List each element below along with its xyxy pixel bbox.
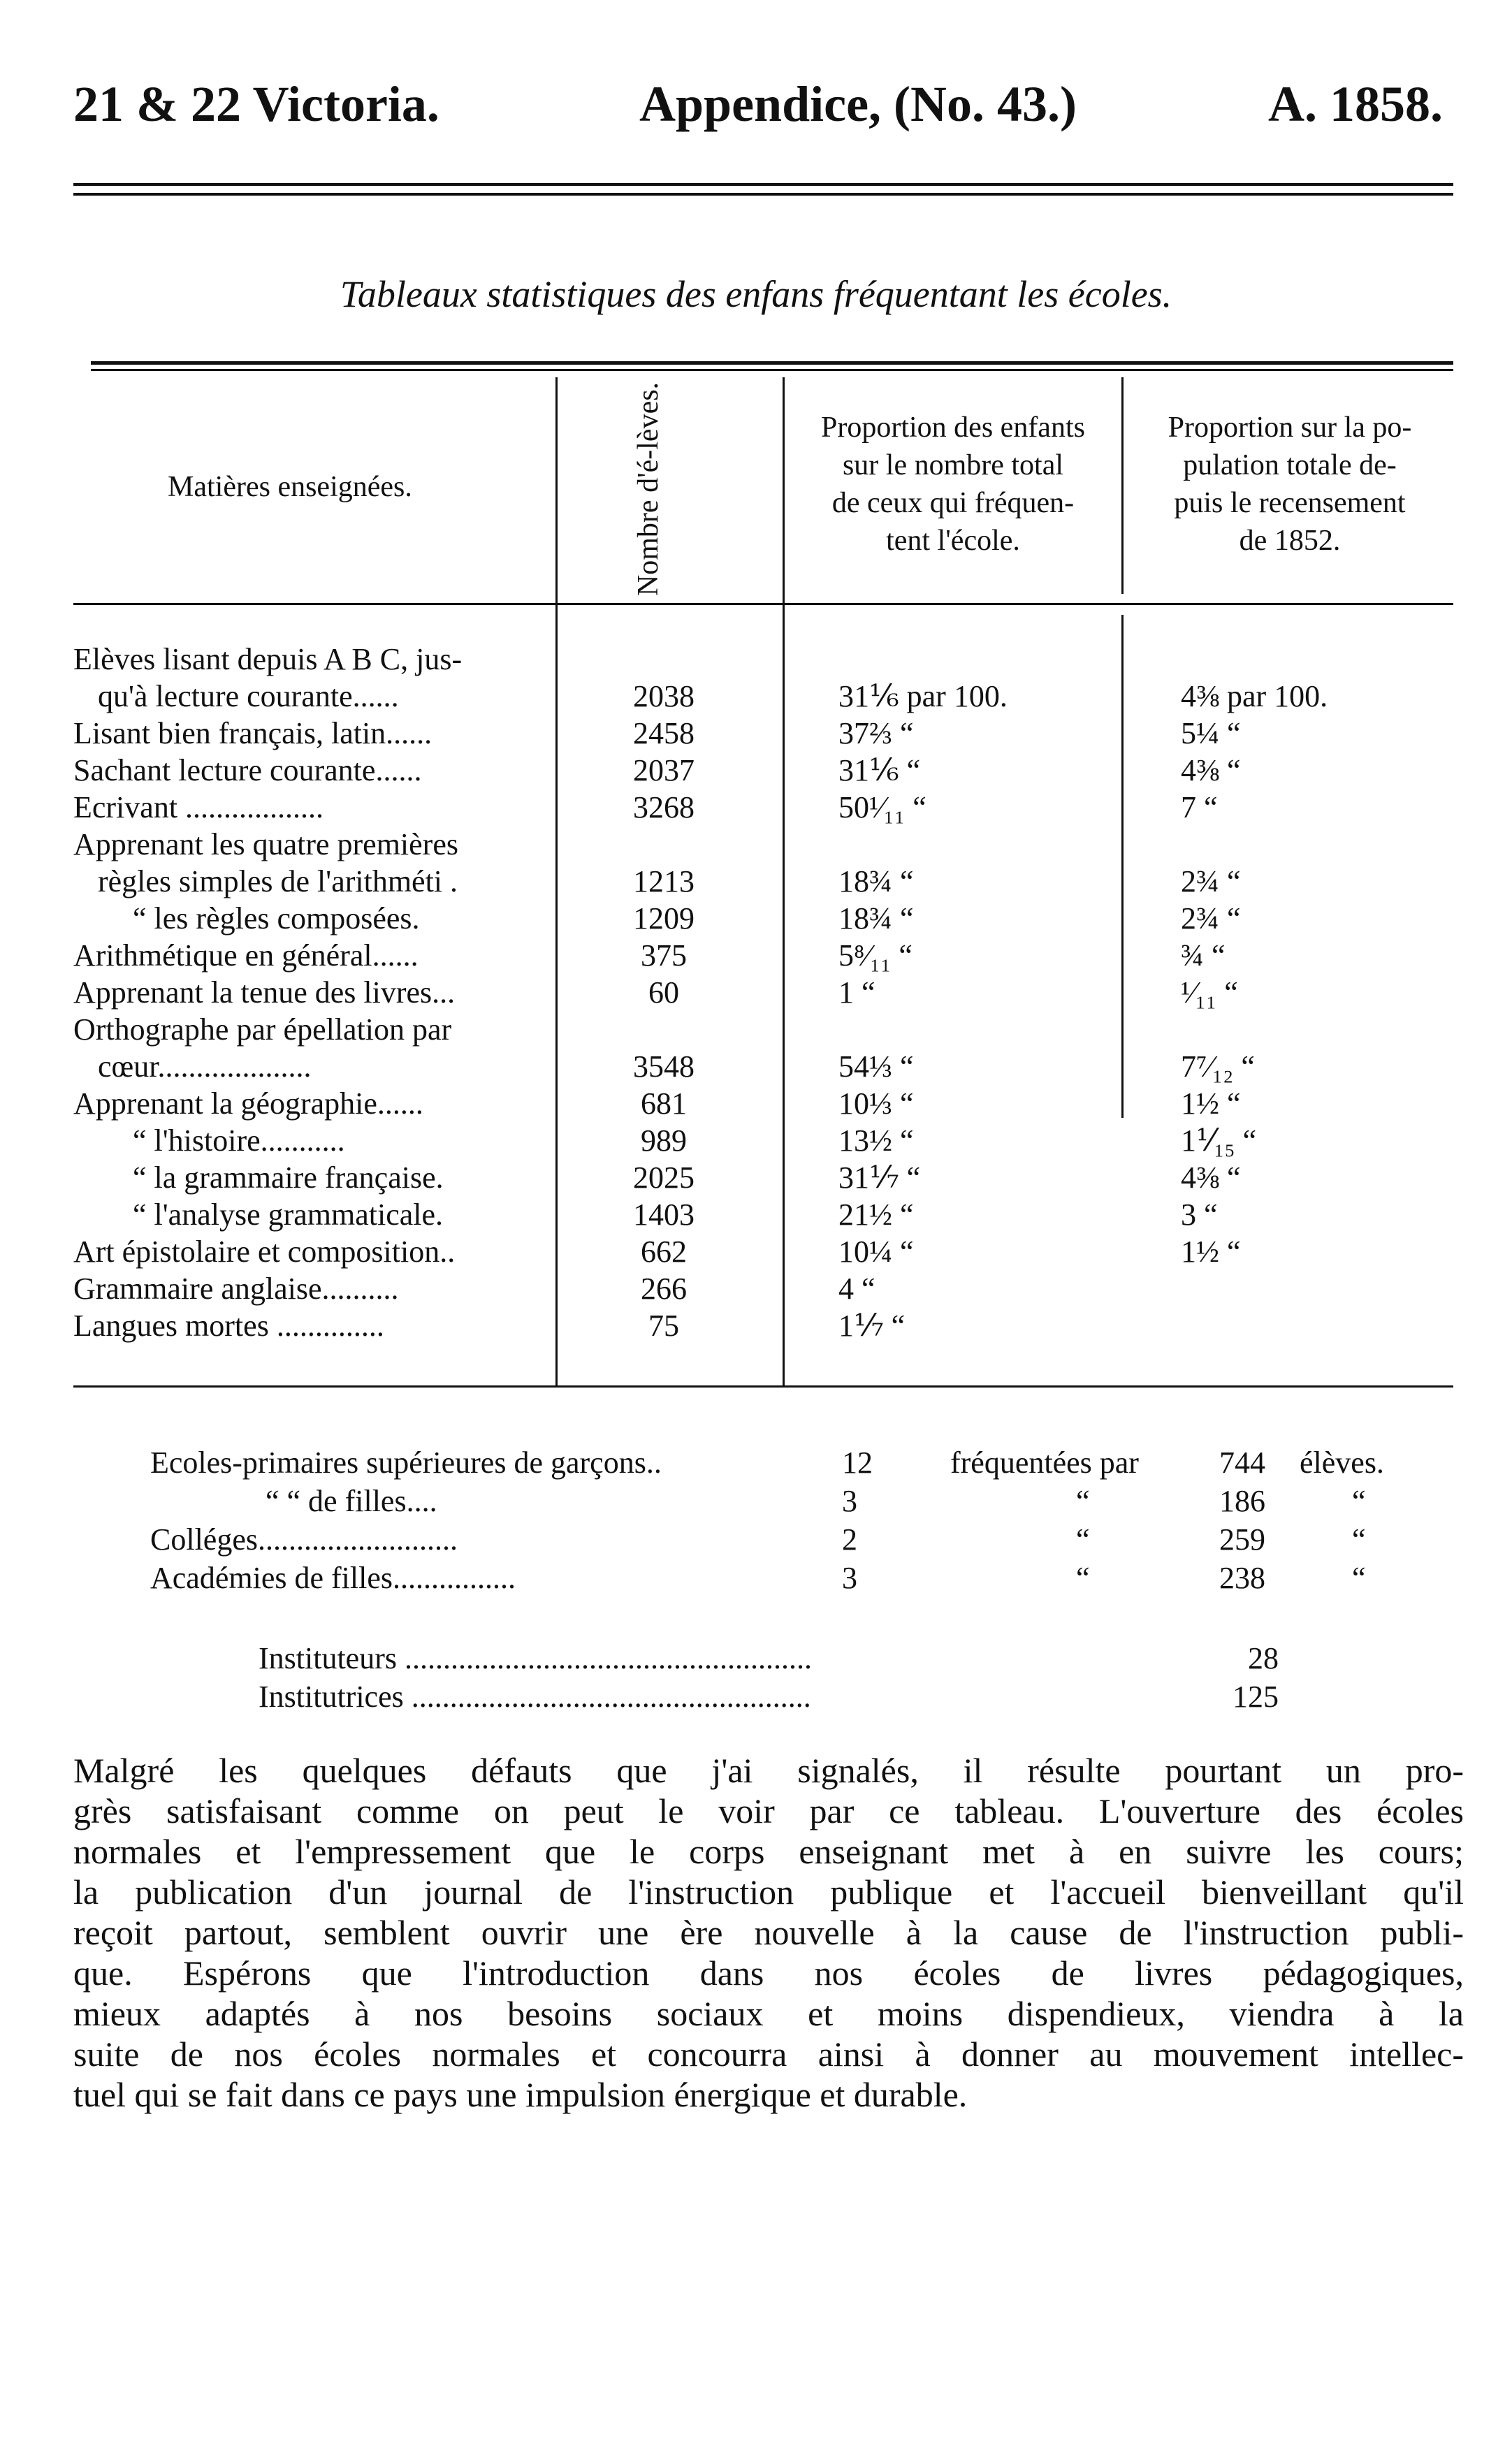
table-row	[0, 1197, 1512, 1235]
row-number: 989	[641, 1123, 687, 1158]
row-label: Ecrivant ..................	[73, 790, 324, 824]
row-number: 266	[641, 1272, 687, 1306]
row-label: “ les règles composées.	[133, 901, 420, 935]
ecole-eleves: 238	[1219, 1561, 1265, 1595]
table-row	[0, 752, 1512, 790]
table-row	[0, 1049, 1512, 1086]
row-number: 662	[641, 1235, 687, 1269]
ecole-label: Colléges..........................	[150, 1522, 458, 1557]
prop1-line: Proportion des enfants	[821, 412, 1085, 444]
row-proportion-population: 1⅟₁₅ “	[1181, 1123, 1257, 1158]
ecole-label: Ecoles-primaires supérieures de garçons..	[150, 1446, 662, 1480]
row-number: 2025	[633, 1160, 695, 1195]
row-label: Apprenant les quatre premières	[73, 827, 458, 861]
row-proportion-population: 2¾ “	[1181, 901, 1241, 935]
col-divider-3a	[1121, 377, 1124, 594]
row-proportion-enfants: 4 “	[838, 1272, 875, 1306]
row-label: “ la grammaire française.	[133, 1160, 444, 1195]
table-row	[0, 938, 1512, 975]
row-proportion-population: 1½ “	[1181, 1086, 1241, 1121]
table-row	[0, 715, 1512, 753]
row-label: règles simples de l'arithméti .	[98, 864, 458, 898]
row-proportion-enfants: 37⅔ “	[838, 716, 914, 750]
row-number: 60	[648, 975, 679, 1010]
row-proportion-enfants: 18¾ “	[838, 901, 914, 935]
ecole-unit: élèves.	[1300, 1446, 1384, 1480]
table-top-rule	[91, 361, 1453, 365]
row-number: 1213	[633, 864, 695, 898]
row-label: Lisant bien français, latin......	[73, 716, 432, 750]
paragraph-line: que. Espérons que l'introduction dans nos écoles de livres pédagogiques,	[73, 1953, 1464, 1993]
row-proportion-population: 4⅜ “	[1181, 1160, 1241, 1195]
paragraph-line: suite de nos écoles normales et concourra ainsi à donner au mouvement intellec-	[73, 2034, 1464, 2074]
paragraph-line: normales et l'empressement que le corps enseignant met à en suivre les cours;	[73, 1832, 1464, 1871]
ecole-label: “ “ de filles....	[266, 1484, 437, 1518]
row-proportion-enfants: 1⅐ “	[838, 1309, 906, 1343]
ecole-frequentees: “	[1076, 1522, 1090, 1557]
instituteurs-label: Instituteurs .....................................................	[259, 1641, 812, 1675]
prop1-line: tent l'école.	[886, 525, 1020, 557]
table-bottom-rule	[73, 1385, 1453, 1388]
row-proportion-population: 3 “	[1181, 1197, 1218, 1232]
ecole-frequentees: “	[1076, 1484, 1090, 1518]
row-number: 1209	[633, 901, 695, 935]
row-label: Apprenant la tenue des livres...	[73, 975, 456, 1010]
prop1-line: sur le nombre total	[842, 449, 1064, 481]
prop2-line: Proportion sur la po-	[1168, 412, 1412, 444]
row-number: 1403	[633, 1197, 695, 1232]
row-number: 2038	[633, 679, 695, 713]
ecole-unit: “	[1352, 1484, 1366, 1518]
table-row	[0, 1086, 1512, 1123]
table-row	[0, 1160, 1512, 1197]
row-number: 75	[648, 1309, 679, 1343]
row-proportion-enfants: 10⅓ “	[838, 1086, 914, 1121]
instituteurs-value: 125	[1233, 1680, 1279, 1714]
table-row	[0, 1123, 1512, 1160]
row-number: 3548	[633, 1049, 695, 1084]
ecole-count: 2	[842, 1522, 857, 1557]
ecole-count: 3	[842, 1561, 857, 1595]
row-proportion-enfants: 31⅐ “	[838, 1160, 921, 1195]
table-top-rule-2	[91, 369, 1453, 371]
row-number: 375	[641, 938, 687, 973]
row-number: 3268	[633, 790, 695, 824]
ecole-eleves: 186	[1219, 1484, 1265, 1518]
col-header-prop2	[1126, 409, 1453, 560]
row-label: cœur....................	[98, 1049, 312, 1084]
paragraph-line: Malgré les quelques défauts que j'ai signalés, il résulte pourtant un pro-	[73, 1751, 1464, 1790]
row-label: Elèves lisant depuis A B C, jus-	[73, 642, 463, 676]
col-header-matieres: Matières enseignées.	[168, 471, 412, 503]
ecole-frequentees: “	[1076, 1561, 1090, 1595]
header-rule-bottom	[73, 193, 1453, 196]
row-proportion-population: ¾ “	[1181, 938, 1226, 973]
table-row	[0, 1012, 1512, 1049]
paragraph-line: reçoit partout, semblent ouvrir une ère nouvelle à la cause de l'instruction publi-	[73, 1913, 1464, 1952]
row-label: “ l'analyse grammaticale.	[133, 1197, 444, 1232]
row-proportion-enfants: 5⁸⁄₁₁ “	[838, 938, 913, 973]
paragraph-line: grès satisfaisant comme on peut le voir par ce tableau. L'ouverture des écoles	[73, 1791, 1464, 1830]
table-row	[0, 864, 1512, 901]
row-proportion-population: 1½ “	[1181, 1235, 1241, 1269]
header-left: 21 & 22 Victoria.	[73, 76, 439, 132]
body-paragraph	[73, 1750, 1464, 2115]
ecole-label: Académies de filles................	[150, 1561, 516, 1595]
row-proportion-population: 7 “	[1181, 790, 1218, 824]
row-label: Sachant lecture courante......	[73, 753, 422, 787]
col-header-nombre: Nombre d'é-lèves.	[632, 381, 664, 597]
prop2-line: pulation totale de-	[1183, 449, 1397, 481]
row-label: Grammaire anglaise..........	[73, 1272, 399, 1306]
table-row	[0, 975, 1512, 1012]
instituteurs-label: Institutrices ....................................................	[259, 1680, 811, 1714]
row-number: 681	[641, 1086, 687, 1121]
table-title: Tableaux statistiques des enfans fréquentant les écoles.	[340, 273, 1172, 315]
paragraph-line: la publication d'un journal de l'instruction publique et l'accueil bienveillant qu'il	[73, 1872, 1464, 1912]
table-row	[0, 678, 1512, 716]
row-label: Art épistolaire et composition..	[73, 1235, 456, 1269]
table-row	[0, 827, 1512, 864]
col-header-prop1	[788, 409, 1118, 560]
row-proportion-population: 4⅜ “	[1181, 753, 1241, 787]
table-row	[0, 641, 1512, 679]
row-number: 2458	[633, 716, 695, 750]
row-proportion-enfants: 13½ “	[838, 1123, 914, 1158]
paragraph-line: mieux adaptés à nos besoins sociaux et moins dispendieux, viendra à la	[73, 1994, 1464, 2033]
row-label: “ l'histoire...........	[133, 1123, 345, 1158]
table-row	[0, 901, 1512, 938]
row-number: 2037	[633, 753, 695, 787]
header-right: A. 1858.	[1268, 76, 1443, 132]
ecole-frequentees: fréquentées par	[950, 1446, 1139, 1480]
row-label: Langues mortes ..............	[73, 1309, 384, 1343]
row-proportion-population: 5¼ “	[1181, 716, 1241, 750]
ecole-unit: “	[1352, 1522, 1366, 1557]
ecole-eleves: 744	[1219, 1446, 1265, 1480]
row-proportion-enfants: 31⅙ par 100.	[838, 679, 1008, 713]
row-proportion-enfants: 1 “	[838, 975, 875, 1010]
row-proportion-population: 4⅜ par 100.	[1181, 679, 1328, 713]
instituteurs-value: 28	[1248, 1641, 1279, 1675]
header-center: Appendice, (No. 43.)	[639, 76, 1077, 132]
row-proportion-enfants: 54⅓ “	[838, 1049, 914, 1084]
row-proportion-population: ¹⁄₁₁ “	[1181, 975, 1238, 1010]
row-proportion-population: 2¾ “	[1181, 864, 1241, 898]
paragraph-line: tuel qui se fait dans ce pays une impulsion énergique et durable.	[73, 2075, 968, 2114]
prop2-line: puis le recensement	[1174, 487, 1406, 519]
row-proportion-enfants: 50¹⁄₁₁ “	[838, 790, 926, 824]
table-head-rule	[73, 603, 1453, 605]
row-label: qu'à lecture courante......	[98, 679, 399, 713]
ecole-count: 12	[842, 1446, 873, 1480]
prop1-line: de ceux qui fréquen-	[831, 487, 1075, 519]
table-row	[0, 1308, 1512, 1346]
row-proportion-enfants: 21½ “	[838, 1197, 914, 1232]
header-rule-top	[73, 183, 1453, 186]
row-proportion-population: 7⁷⁄₁₂ “	[1181, 1049, 1255, 1084]
row-label: Arithmétique en général......	[73, 938, 419, 973]
ecole-unit: “	[1352, 1561, 1366, 1595]
ecole-count: 3	[842, 1484, 857, 1518]
row-label: Apprenant la géographie......	[73, 1086, 423, 1121]
ecole-eleves: 259	[1219, 1522, 1265, 1557]
table-row	[0, 1234, 1512, 1272]
table-row	[0, 1271, 1512, 1309]
row-proportion-enfants: 10¼ “	[838, 1235, 914, 1269]
row-label: Orthographe par épellation par	[73, 1012, 452, 1047]
row-proportion-enfants: 31⅙ “	[838, 753, 921, 787]
prop2-line: de 1852.	[1239, 525, 1341, 557]
row-proportion-enfants: 18¾ “	[838, 864, 914, 898]
table-row	[0, 789, 1512, 827]
